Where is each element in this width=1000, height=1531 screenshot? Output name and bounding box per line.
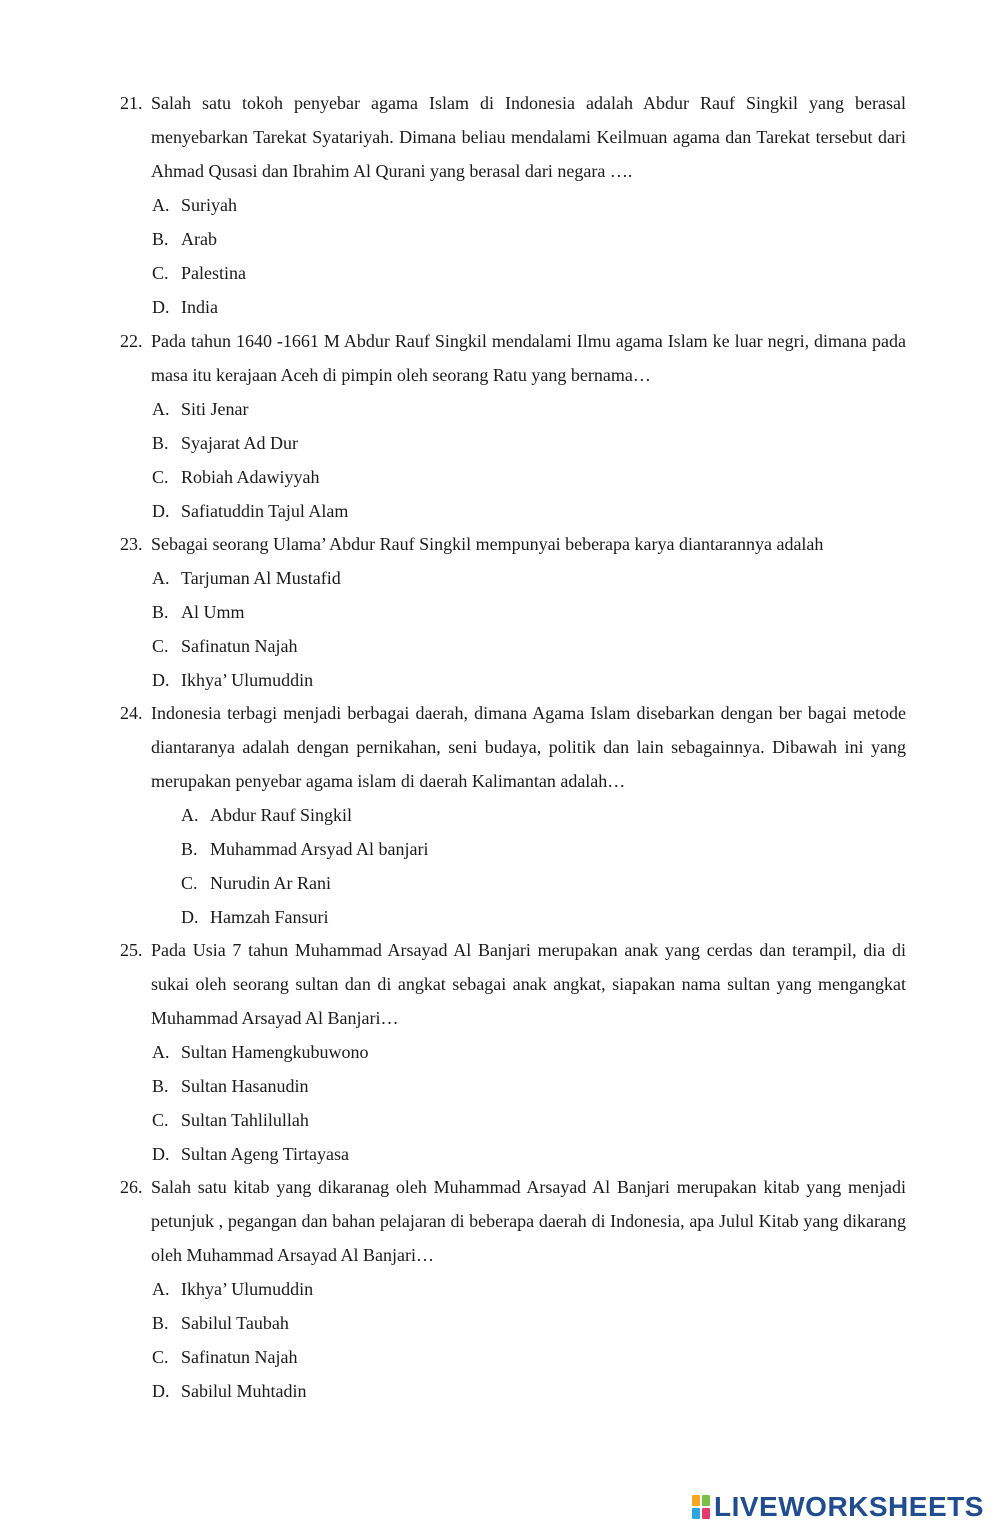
option-letter: A. (152, 1042, 170, 1062)
option-letter: D. (152, 1381, 170, 1401)
question-text: Salah satu tokoh penyebar agama Islam di Indonesia adalah Abdur Rauf Singkil yang berasal menyebarkan Tarekat Syatariyah. Dimana beliau mendalami Keilmuan agama dan Tarekat tersebut dari Ahmad Qusasi dan Ibrahim Al Qurani yang berasal dari negara …. (151, 93, 906, 181)
option-text: Robiah Adawiyyah (181, 467, 320, 487)
option-letter: A. (181, 805, 199, 825)
option-d[interactable] (152, 663, 906, 697)
question-text: Pada Usia 7 tahun Muhammad Arsayad Al Banjari merupakan anak yang cerdas dan terampil, dia di sukai oleh seorang sultan dan di angkat sebagai anak angkat, siapakan nama sultan yang mengangkat Muhammad Arsayad Al Banjari… (151, 940, 906, 1028)
option-letter: A. (152, 1279, 170, 1299)
option-a[interactable] (152, 1035, 906, 1069)
liveworksheets-logo[interactable] (692, 1492, 984, 1522)
option-letter: B. (152, 229, 169, 249)
option-list (152, 188, 906, 324)
question-25 (120, 933, 906, 1171)
option-letter: A. (152, 399, 170, 419)
option-text: Hamzah Fansuri (210, 907, 329, 927)
liveworksheets-logo-icon (692, 1495, 710, 1519)
option-letter: D. (152, 297, 170, 317)
logo-square-2 (702, 1495, 710, 1506)
option-c[interactable] (152, 1103, 906, 1137)
option-text: Al Umm (181, 602, 245, 622)
option-letter: C. (152, 636, 169, 656)
question-text: Pada tahun 1640 -1661 M Abdur Rauf Singkil mendalami Ilmu agama Islam ke luar negri, dimana pada masa itu kerajaan Aceh di pimpin oleh seorang Ratu yang bernama… (151, 331, 906, 385)
question-text: Sebagai seorang Ulama’ Abdur Rauf Singkil mempunyai beberapa karya diantarannya adalah (151, 534, 824, 554)
question-26 (120, 1170, 906, 1408)
question-number: 21. (120, 93, 143, 113)
logo-text: LIVEWORKSHEETS (714, 1491, 984, 1522)
option-d[interactable] (152, 290, 906, 324)
question-23 (120, 527, 906, 697)
option-b[interactable] (152, 595, 906, 629)
option-b[interactable] (152, 426, 906, 460)
option-b[interactable] (152, 1306, 906, 1340)
option-text: Arab (181, 229, 217, 249)
option-text: Tarjuman Al Mustafid (181, 568, 341, 588)
option-letter: D. (152, 501, 170, 521)
option-letter: D. (152, 670, 170, 690)
option-c[interactable] (181, 866, 906, 900)
option-d[interactable] (152, 494, 906, 528)
option-list (152, 392, 906, 528)
question-24 (120, 696, 906, 934)
option-d[interactable] (181, 900, 906, 934)
option-c[interactable] (152, 256, 906, 290)
option-letter: C. (152, 263, 169, 283)
question-number: 25. (120, 940, 143, 960)
option-text: Sultan Tahlilullah (181, 1110, 309, 1130)
option-text: Siti Jenar (181, 399, 249, 419)
option-text: Sabilul Muhtadin (181, 1381, 307, 1401)
option-letter: C. (152, 1110, 169, 1130)
option-letter: C. (181, 873, 198, 893)
logo-square-3 (692, 1508, 700, 1519)
logo-square-1 (692, 1495, 700, 1506)
option-text: Sultan Ageng Tirtayasa (181, 1144, 350, 1164)
option-letter: C. (152, 467, 169, 487)
option-letter: C. (152, 1347, 169, 1367)
option-a[interactable] (152, 392, 906, 426)
option-text: Safiatuddin Tajul Alam (181, 501, 349, 521)
option-b[interactable] (181, 832, 906, 866)
option-list (152, 561, 906, 697)
option-text: Syajarat Ad Dur (181, 433, 298, 453)
option-d[interactable] (152, 1374, 906, 1408)
option-text: Sabilul Taubah (181, 1313, 289, 1333)
option-text: Sultan Hasanudin (181, 1076, 309, 1096)
option-letter: B. (152, 1076, 169, 1096)
option-letter: A. (152, 195, 170, 215)
option-text: Nurudin Ar Rani (210, 873, 331, 893)
option-c[interactable] (152, 1340, 906, 1374)
option-c[interactable] (152, 460, 906, 494)
option-text: Muhammad Arsyad Al banjari (210, 839, 429, 859)
option-letter: D. (181, 907, 199, 927)
option-letter: B. (152, 602, 169, 622)
option-letter: D. (152, 1144, 170, 1164)
question-text: Salah satu kitab yang dikaranag oleh Muhammad Arsayad Al Banjari merupakan kitab yang menjadi petunjuk , pegangan dan bahan pelajaran di beberapa daerah di Indonesia, apa Julul Kitab yang dikarang oleh Muhammad Arsayad Al Banjari… (151, 1177, 906, 1265)
option-letter: B. (152, 1313, 169, 1333)
option-text: Ikhya’ Ulumuddin (181, 1279, 314, 1299)
question-22 (120, 324, 906, 528)
option-a[interactable] (152, 561, 906, 595)
logo-square-4 (702, 1508, 710, 1519)
option-b[interactable] (152, 1069, 906, 1103)
option-text: Safinatun Najah (181, 1347, 298, 1367)
option-a[interactable] (181, 798, 906, 832)
option-text: Ikhya’ Ulumuddin (181, 670, 314, 690)
option-text: India (181, 297, 218, 317)
option-b[interactable] (152, 222, 906, 256)
option-text: Palestina (181, 263, 246, 283)
option-a[interactable] (152, 1272, 906, 1306)
question-number: 26. (120, 1177, 143, 1197)
question-21 (120, 86, 906, 324)
option-d[interactable] (152, 1137, 906, 1171)
question-number: 24. (120, 703, 143, 723)
option-a[interactable] (152, 188, 906, 222)
question-text: Indonesia terbagi menjadi berbagai daerah, dimana Agama Islam disebarkan dengan ber bagai metode diantaranya adalah dengan pernikahan, seni budaya, politik dan lain sebagainnya. Dibawah ini yang merupakan penyebar agama islam di daerah Kalimantan adalah… (151, 703, 906, 791)
option-text: Abdur Rauf Singkil (210, 805, 352, 825)
option-text: Sultan Hamengkubuwono (181, 1042, 369, 1062)
option-list (181, 798, 906, 934)
question-number: 23. (120, 534, 143, 554)
option-letter: B. (181, 839, 198, 859)
option-list (152, 1272, 906, 1408)
option-text: Safinatun Najah (181, 636, 298, 656)
option-text: Suriyah (181, 195, 237, 215)
option-letter: B. (152, 433, 169, 453)
question-number: 22. (120, 331, 143, 351)
option-letter: A. (152, 568, 170, 588)
option-list (152, 1035, 906, 1171)
option-c[interactable] (152, 629, 906, 663)
